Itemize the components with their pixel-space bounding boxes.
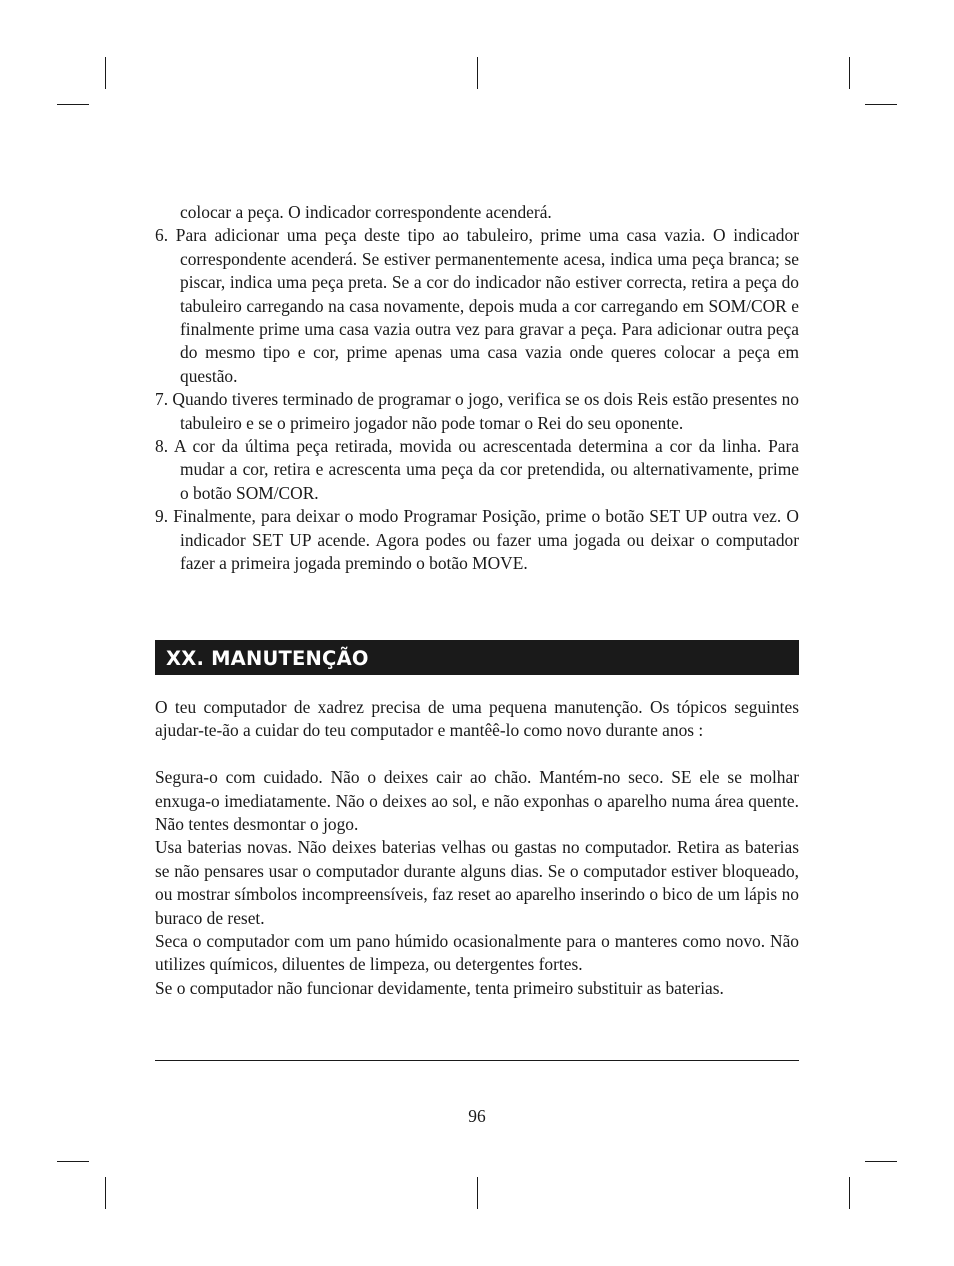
section-heading-text: XX. MANUTENÇÃO: [166, 647, 369, 670]
body-paragraph: Segura-o com cuidado. Não o deixes cair ao chão. Mantém-no seco. SE ele se molhar enxuga-o imediatamente. Não o deixes ao sol, e não exponhas o aparelho numa área quente. Não tentes desmontar o jogo.: [155, 767, 799, 835]
body-paragraph: Usa baterias novas. Não deixes baterias velhas ou gastas no computador. Retira as baterias se não pensares usar o computador durante alguns dias. Se o computador estiver bloqueado, ou mostrar símbolos incompreensíveis, faz reset ao aparelho inserindo o bico de um lápis no buraco de reset.: [155, 837, 799, 928]
crop-mark: [849, 57, 850, 89]
crop-mark: [105, 57, 106, 89]
list-item: [155, 388, 799, 435]
item-text: Finalmente, para deixar o modo Programar Posição, prime o botão SET UP outra vez. O indicador SET UP acende. Agora podes ou fazer uma jogada ou deixar o computador fazer a primeira jogada premindo o botão MOVE.: [173, 506, 799, 574]
crop-mark: [865, 1161, 897, 1162]
item-text: Quando tiveres terminado de programar o jogo, verifica se os dois Reis estão presentes no tabuleiro e se o primeiro jogador não pode tomar o Rei do seu oponente.: [172, 389, 799, 433]
paragraph-gap: [155, 743, 799, 766]
crop-mark: [865, 104, 897, 105]
list-item: [155, 435, 799, 505]
continuation-text: colocar a peça. O indicador correspondente acenderá.: [180, 202, 552, 222]
footer-rule: [155, 1060, 799, 1061]
instruction-list: [155, 201, 799, 576]
body-paragraph: Se o computador não funcionar devidamente, tenta primeiro substituir as baterias.: [155, 977, 724, 998]
crop-mark: [477, 1177, 478, 1209]
crop-mark: [477, 57, 478, 89]
list-item: [155, 224, 799, 388]
intro-paragraph: O teu computador de xadrez precisa de uma pequena manutenção. Os tópicos seguintes ajudar-te-ão a cuidar do teu computador e mantêê-lo como novo durante anos :: [155, 697, 799, 741]
crop-mark: [57, 104, 89, 105]
item-number: 8.: [155, 436, 169, 457]
crop-mark: [849, 1177, 850, 1209]
page-number: 96: [468, 1106, 486, 1126]
body-paragraph: Seca o computador com um pano húmido ocasionalmente para o manteres como novo. Não utilizes químicos, diluentes de limpeza, ou detergentes fortes.: [155, 931, 799, 975]
item-number: 7.: [155, 389, 169, 410]
crop-mark: [105, 1177, 106, 1209]
item-text: A cor da última peça retirada, movida ou acrescentada determina a cor da linha. Para mudar a cor, retira e acrescenta uma peça da cor pretendida, ou alternativamente, prime o botão SOM/COR.: [174, 436, 800, 503]
item-number: 9.: [155, 506, 169, 527]
maintenance-section: [155, 696, 799, 1000]
item-text: Para adicionar uma peça deste tipo ao tabuleiro, prime uma casa vazia. O indicador correspondente acenderá. Se estiver permanentemente acesa, indica uma peça branca; se piscar, indica uma peça preta. Se a cor do indicador não estiver correcta, retira a peça do tabuleiro carregando na casa novamente, depois muda a cor carregando em SOM/COR e finalmente prime uma casa vazia outra vez para gravar a peça. Para adicionar outra peça do mesmo tipo e cor, prime apenas uma casa vazia onde queres colocar a peça em questão.: [175, 225, 799, 386]
crop-mark: [57, 1161, 89, 1162]
list-item: [155, 505, 799, 575]
section-heading: [155, 640, 799, 675]
item-number: 6.: [155, 225, 169, 246]
